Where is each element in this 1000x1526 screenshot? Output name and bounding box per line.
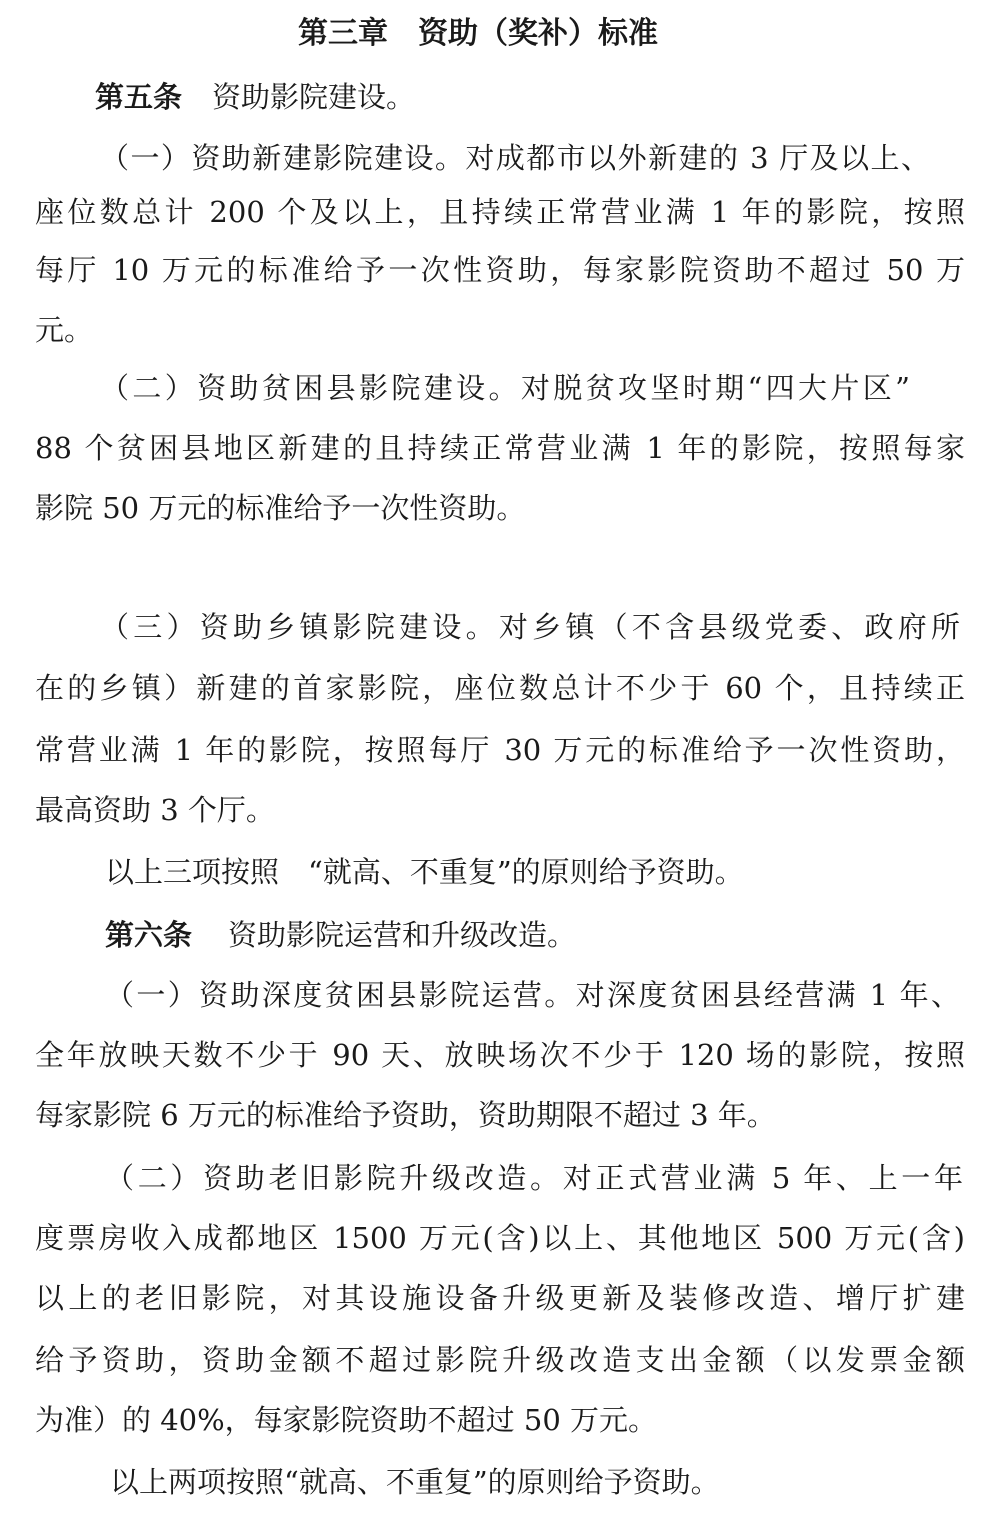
article-number: 第六条 [105,918,193,952]
paragraph-line: 每家影院 6 万元的标准给予资助，资助期限不超过 3 年。 [35,1098,776,1132]
paragraph-line: 给予资助，资助金额不超过影院升级改造支出金额（以发票金额 [35,1343,965,1377]
paragraph-line: （二）资助老旧影院升级改造。对正式营业满 5 年、上一年 [105,1161,963,1195]
article-6-heading [105,915,576,955]
paragraph-line: （一）资助深度贫困县影院运营。对深度贫困县经营满 1 年、 [105,978,960,1012]
article-5-heading [95,77,415,117]
paragraph-line: （三）资助乡镇影院建设。对乡镇（不含县级党委、政府所 [100,610,960,644]
paragraph-line: 度票房收入成都地区 1500 万元(含)以上、其他地区 500 万元(含) [35,1221,965,1255]
paragraph-line: 每厅 10 万元的标准给予一次性资助，每家影院资助不超过 50 万 [35,253,965,287]
paragraph-line: （二）资助贫困县影院建设。对脱贫攻坚时期“四大片区” [100,371,910,405]
paragraph-line: 全年放映天数不少于 90 天、放映场次不少于 120 场的影院，按照 [35,1038,965,1072]
chapter-title: 第三章 资助（奖补）标准 [298,16,658,51]
paragraph-line: 影院 50 万元的标准给予一次性资助。 [35,491,526,525]
paragraph-line: 为准）的 40%，每家影院资助不超过 50 万元。 [35,1403,658,1437]
paragraph-line: 最高资助 3 个厅。 [35,793,275,827]
paragraph-line: 在的乡镇）新建的首家影院，座位数总计不少于 60 个，且持续正 [35,671,965,705]
paragraph-line: 以上两项按照“就高、不重复”的原则给予资助。 [110,1465,720,1499]
paragraph-line: 以上的老旧影院，对其设施设备升级更新及装修改造、增厅扩建 [35,1281,965,1315]
article-number: 第五条 [95,80,183,114]
paragraph-line: 88 个贫困县地区新建的且持续正常营业满 1 年的影院，按照每家 [35,431,965,465]
paragraph-line: 以上三项按照 “就高、不重复”的原则给予资助。 [105,855,744,889]
paragraph-line: 常营业满 1 年的影院，按照每厅 30 万元的标准给予一次性资助， [35,733,965,767]
article-title: 资助影院建设。 [212,80,416,114]
paragraph-line: 座位数总计 200 个及以上，且持续正常营业满 1 年的影院，按照 [35,195,965,229]
article-title: 资助影院运营和升级改造。 [228,918,577,952]
paragraph-line: 元。 [35,313,94,347]
paragraph-line: （一）资助新建影院建设。对成都市以外新建的 3 厅及以上、 [100,141,930,175]
